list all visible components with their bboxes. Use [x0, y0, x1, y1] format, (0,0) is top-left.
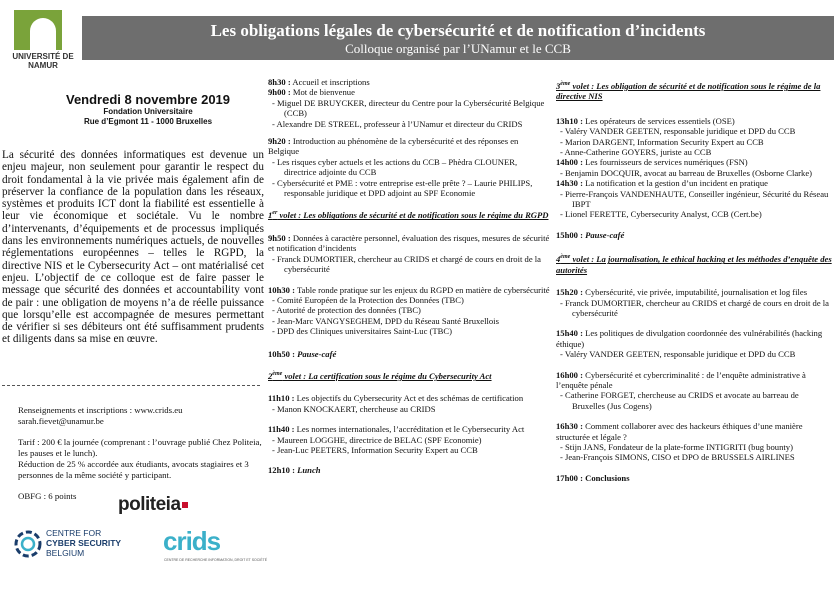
page-subtitle: Colloque organisé par l’UNamur et le CCB: [345, 41, 571, 56]
time: 10h50 :: [268, 348, 295, 359]
session: Comment collaborer avec des hackeurs éthiques d’une manière structurée et légale ?: [556, 421, 803, 442]
section-heading: 1er volet : Les obligations de sécurité et de notification sous le régime du RGPD: [268, 210, 549, 221]
intro-paragraph: La sécurité des données informatiques est devenue un enjeu majeur, non seulement pour garantir le respect du droit fondamental à la vie privée mais également afin de préserver la confiance de la population dans les réseaux, systèmes et produits ICT dont la fiabilité est essentielle à leur vie économique et sociétale. Vu le nombre d’intervenants, d’équipements et de processus impliqués dans les environnements numériques actuels, de nouvelles réglementations européennes – telles le RGPD, la directive NIS et le Cybersecurity Act – ont matérialisé cet enjeu. L’objectif de ce colloque est de faire passer le message que sécurité des données et accountability vont de pair : une obligation de moyens n’a de réelle puissance que lorsqu’elle est accompagnée de mesures permettant de vérifier si ses débiteurs ont été suffisamment prudents et diligents dans sa mise en œuvre.: [2, 149, 264, 346]
session: Les opérateurs de services essentiels (OSE): [582, 115, 735, 126]
time: 16h00 :: [556, 369, 583, 380]
header: [0, 0, 836, 70]
tarif-text: Tarif : 200 € la journée (comprenant : l’ouvrage publié Chez Politeia, les pauses et le lunch).: [18, 437, 262, 458]
session: Données à caractère personnel, évaluation des risques, mesures de sécurité et notification d’incidents: [268, 232, 550, 254]
time: 11h10 :: [268, 393, 295, 404]
program-column-2: [556, 77, 832, 483]
event-venue: Fondation Universitaire: [103, 107, 193, 116]
politeia-dot-icon: [182, 502, 188, 508]
session: Pause-café: [294, 348, 337, 359]
session: Conclusions: [582, 472, 630, 483]
crids-logo-subtitle: CENTRE DE RECHERCHE INFORMATION, DROIT ET SOCIÉTÉ: [164, 558, 268, 562]
section-heading: 2ème volet : La certification sous le régime du Cybersecurity Act: [268, 370, 492, 381]
page-title: Les obligations légales de cybersécurité et de notification d’incidents: [210, 21, 706, 40]
session: Cybersécurité, vie privée, imputabilité, journalisation et log files: [582, 287, 808, 298]
time: 12h10 :: [268, 465, 295, 476]
divider: [2, 385, 260, 386]
session: La notification et la gestion d’un incident en pratique: [582, 178, 768, 189]
left-column: [2, 92, 264, 346]
reduction-text: Réduction de 25 % accordée aux étudiants, avocats stagiaires et 3 personnes de la même société y participant.: [18, 459, 249, 480]
session: Mot de bienvenue: [290, 87, 355, 98]
session: Les normes internationales, l’accréditation et le Cybersecurity Act: [294, 424, 525, 435]
time: 14h00 :: [556, 157, 583, 168]
speaker: - Stijn JANS, Fondateur de la plate-forme INTIGRITI (bug bounty): [560, 441, 793, 452]
session: Table ronde pratique sur les enjeux du RGPD en matière de cybersécurité: [294, 284, 550, 295]
time: 9h00 :: [268, 87, 291, 98]
ccb-line-1: CENTRE FOR: [46, 528, 102, 538]
speaker: - Les risques cyber actuels et les actions du CCB – Phèdra CLOUNER, directrice adjointe du CCB: [272, 156, 518, 178]
speaker: - Cybersécurité et PME : votre entreprise est-elle prête ? – Laurie PHILIPS, responsable juridique et DPD adjoint au SPF Economie: [272, 177, 533, 199]
speaker: - Marion DARGENT, Information Security Expert au CCB: [560, 136, 764, 147]
title-banner: [82, 16, 834, 60]
unamur-logo-inner: [30, 18, 56, 50]
session: Pause-café: [582, 229, 625, 240]
ccb-logo-text: [46, 528, 121, 558]
speaker: - Franck DUMORTIER, chercheur au CRIDS et chargé de cours en droit de la cybersécurité: [272, 253, 541, 275]
event-date: Vendredi 8 novembre 2019: [65, 92, 231, 107]
speaker: - Miguel DE BRUYCKER, directeur du Centre pour la Cybersécurité Belgique (CCB): [272, 97, 545, 119]
time: 13h10 :: [556, 115, 583, 126]
ccb-line-2: CYBER SECURITY: [46, 538, 122, 548]
time: 11h40 :: [268, 424, 295, 435]
speaker: - Comité Européen de la Protection des Données (TBC): [272, 294, 464, 305]
session: Les objectifs du Cybersecurity Act et des schémas de certification: [294, 393, 524, 404]
time: 15h40 :: [556, 328, 583, 339]
speaker: - Jean-Luc PEETERS, Information Security Expert au CCB: [272, 444, 478, 455]
info-block: [18, 405, 268, 508]
time: 10h30 :: [268, 284, 295, 295]
speaker: - Manon KNOCKAERT, chercheuse au CRIDS: [272, 403, 436, 414]
time: 15h00 :: [556, 229, 583, 240]
speaker: - Valéry VANDER GEETEN, responsable juridique et DPD du CCB: [560, 126, 796, 137]
speaker: - Valéry VANDER GEETEN, responsable juridique et DPD du CCB: [560, 349, 796, 360]
section-heading: 4ème volet : La journalisation, le ethical hacking et les méthodes d’enquête des autorités: [556, 254, 832, 275]
obfg-text: OBFG : 6 points: [18, 491, 77, 501]
ccb-logo-icon: [14, 530, 42, 558]
unamur-logo-text: UNIVERSITÉ DE NAMUR: [12, 52, 74, 70]
time: 17h00 :: [556, 472, 583, 483]
time: 8h30 :: [268, 77, 291, 87]
crids-logo: crids: [163, 526, 221, 556]
speaker: - Alexandre DE STREEL, professeur à l’UNamur et directeur du CRIDS: [272, 118, 523, 129]
speaker: - DPD des Cliniques universitaires Saint-Luc (TBC): [272, 326, 452, 337]
session: Les fournisseurs de services numériques (FSN): [582, 157, 748, 168]
time: 16h30 :: [556, 421, 583, 432]
speaker: - Lionel FERETTE, Cybersecurity Analyst, CCB (Cert.be): [560, 209, 762, 220]
time: 14h30 :: [556, 178, 583, 189]
section-heading: 3ème volet : Les obligation de sécurité et de notification sous le régime de la directive NIS: [556, 81, 821, 102]
politeia-logo-text: politeia: [118, 494, 181, 515]
session: Les politiques de divulgation coordonnée des vulnérabilités (hacking éthique): [556, 328, 823, 349]
speaker: - Autorité de protection des données (TBC): [272, 305, 421, 316]
time: 9h50 :: [268, 232, 291, 243]
speaker: - Catherine FORGET, chercheuse au CRIDS et avocate au barreau de Bruxelles (Jus Cogens): [560, 390, 799, 411]
speaker: - Maureen LOGGHE, directrice de BELAC (SPF Economie): [272, 434, 482, 445]
session: Lunch: [294, 465, 321, 476]
ccb-line-3: BELGIUM: [46, 548, 85, 558]
speaker: - Anne-Catherine GOYERS, juriste au CCB: [560, 147, 712, 158]
program-column-1: [268, 77, 551, 476]
time: 9h20 :: [268, 136, 291, 147]
registration-link[interactable]: Renseignements et inscriptions : www.crids.eu: [18, 405, 183, 415]
session: Introduction au phénomène de la cybersécurité et des réponses en Belgique: [268, 136, 519, 157]
time: 15h20 :: [556, 287, 583, 298]
event-address: Rue d’Egmont 11 - 1000 Bruxelles: [83, 117, 213, 126]
speaker: - Franck DUMORTIER, chercheur au CRIDS et chargé de cours en droit de la cybersécurité: [560, 297, 829, 318]
speaker: - Jean-François SIMONS, CISO et DPO de BRUSSELS AIRLINES: [560, 452, 795, 463]
speaker: - Benjamin DOCQUIR, avocat au barreau de Bruxelles (Osborne Clarke): [560, 167, 813, 178]
session: Accueil et inscriptions: [290, 77, 370, 87]
session: Cybersécurité et cybercriminalité : de l’enquête administrative à l’enquête pénale: [556, 369, 806, 390]
speaker: - Pierre-François VANDENHAUTE, Conseiller ingénieur, Sécurité du Réseau IBPT: [560, 188, 829, 210]
politeia-logo: [118, 494, 188, 516]
speaker: - Jean-Marc VANGYSEGHEM, DPD du Réseau Santé Bruxellois: [272, 315, 499, 326]
contact-email[interactable]: sarah.fievet@unamur.be: [18, 416, 104, 426]
